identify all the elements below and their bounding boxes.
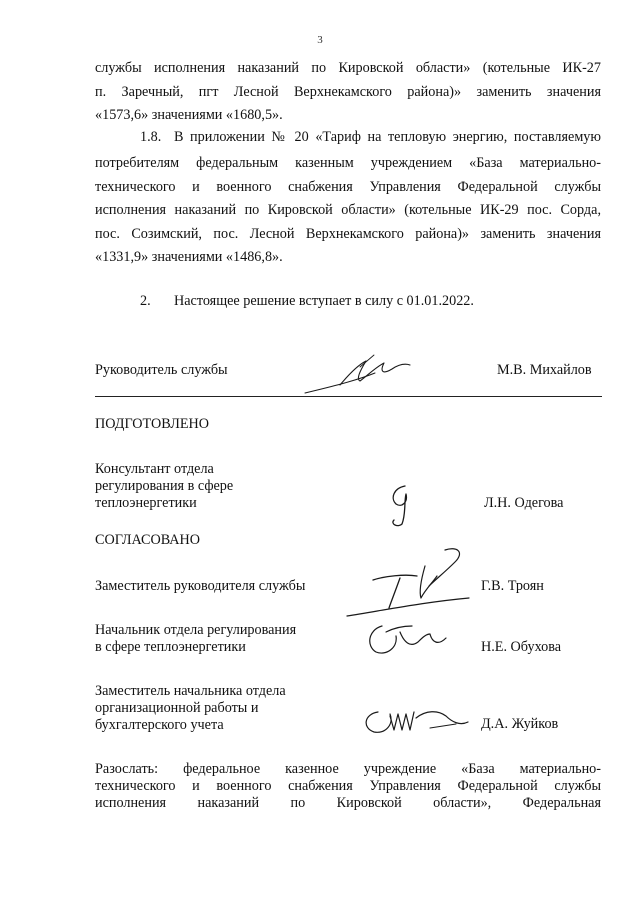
prepared-title xyxy=(95,461,233,512)
agreed-heading: СОГЛАСОВАНО xyxy=(95,532,201,548)
agreed-title-2 xyxy=(95,622,296,656)
item-1-8-line: потребителям федеральным казенным учреждением «База материально- xyxy=(95,155,601,171)
agreed-name-1: Г.В. Троян xyxy=(481,578,544,594)
intro-line: «1573,6» значениями «1680,5». xyxy=(95,107,283,123)
item-1-8-line: пос. Созимский, пос. Лесной Верхнекамского района)» заменить значения xyxy=(95,225,601,242)
distribution-line: исполнения наказаний по Кировской области», Федеральная xyxy=(95,795,601,811)
item-1-8-line: «1331,9» значениями «1486,8». xyxy=(95,249,283,265)
agreed-signature-3 xyxy=(360,698,475,743)
agreed-name-3: Д.А. Жуйков xyxy=(481,716,559,732)
prepared-heading: ПОДГОТОВЛЕНО xyxy=(95,416,209,432)
intro-paragraph xyxy=(95,57,601,128)
agreed-title-line: Начальник отдела регулирования xyxy=(95,622,297,638)
head-signature xyxy=(300,345,420,400)
page-number: 3 xyxy=(317,34,323,46)
agreed-title-line: бухгалтерского учета xyxy=(95,717,224,733)
agreed-title-line: в сфере теплоэнергетики xyxy=(95,639,246,655)
agreed-title-3 xyxy=(95,683,286,734)
agreed-signature-1 xyxy=(345,540,475,620)
agreed-name-2: Н.Е. Обухова xyxy=(481,639,562,655)
prepared-title-line: теплоэнергетики xyxy=(95,495,197,511)
item-1-8-number: 1.8. xyxy=(140,129,162,145)
prepared-signature xyxy=(380,480,430,535)
item-1-8-paragraph xyxy=(95,152,601,270)
intro-line: п. Заречный, пгт Лесной Верхнекамского района)» заменить значения xyxy=(95,83,601,100)
distribution-line: технического и военного снабжения Управления Федеральной службы xyxy=(95,778,601,794)
head-title: Руководитель службы xyxy=(95,362,228,378)
agreed-signature-2 xyxy=(360,612,450,662)
distribution-line: Разослать: федеральное казенное учреждение «База материально- xyxy=(95,761,601,777)
item-1-8-line: технического и военного снабжения Управления Федеральной службы xyxy=(95,178,601,195)
item-1-8-line: исполнения наказаний по Кировской области» (котельные ИК-29 пос. Сорда, xyxy=(95,202,601,218)
prepared-name: Л.Н. Одегова xyxy=(484,495,564,511)
item-2-text: Настоящее решение вступает в силу с 01.01.2022. xyxy=(174,293,474,309)
item-1-8-first-line: В приложении № 20 «Тариф на тепловую энергию, поставляемую xyxy=(174,129,601,145)
separator-line xyxy=(95,396,602,397)
item-2-number: 2. xyxy=(140,293,151,309)
agreed-title-line: Заместитель начальника отдела xyxy=(95,683,286,699)
agreed-title-1: Заместитель руководителя службы xyxy=(95,578,306,594)
prepared-title-line: регулирования в сфере xyxy=(95,478,234,494)
intro-line: службы исполнения наказаний по Кировской области» (котельные ИК-27 xyxy=(95,60,601,76)
prepared-title-line: Консультант отдела xyxy=(95,461,214,477)
distribution-paragraph xyxy=(95,761,601,812)
head-name: М.В. Михайлов xyxy=(497,362,592,378)
agreed-title-line: организационной работы и xyxy=(95,700,259,716)
